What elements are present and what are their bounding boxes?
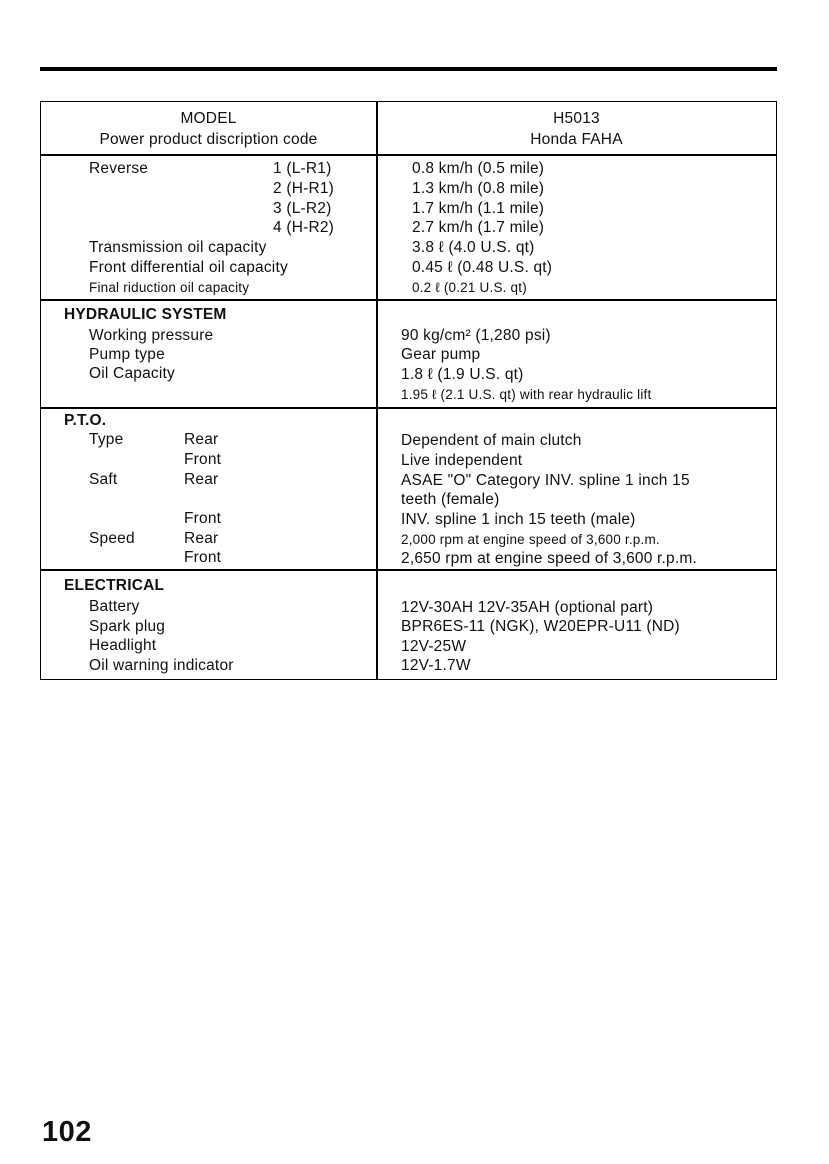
code-label: Power product discription code bbox=[99, 131, 318, 148]
electrical-label: Headlight bbox=[89, 637, 157, 654]
gear-label: 2 (H-R1) bbox=[273, 180, 335, 197]
specifications-table bbox=[40, 101, 777, 680]
model-value: H5013 bbox=[553, 110, 600, 127]
reverse-label: Reverse bbox=[89, 160, 149, 177]
pto-speed-rear-value: 2,000 rpm at engine speed of 3,600 r.p.m. bbox=[401, 532, 660, 547]
gear-label: 4 (H-R2) bbox=[273, 219, 335, 236]
pto-saft-label: Saft bbox=[89, 471, 118, 488]
pto-rear-label: Rear bbox=[184, 431, 219, 448]
pto-type-label: Type bbox=[89, 431, 124, 448]
capacity-label: Transmission oil capacity bbox=[89, 239, 267, 256]
pto-front-label: Front bbox=[184, 451, 222, 468]
electrical-value: 12V-1.7W bbox=[401, 657, 471, 674]
pto-rear-label: Rear bbox=[184, 471, 219, 488]
top-rule bbox=[40, 67, 777, 71]
gear-speed-value: 0.8 km/h (0.5 mile) bbox=[412, 160, 545, 177]
electrical-label: Spark plug bbox=[89, 618, 166, 635]
pto-speed-front-value: 2,650 rpm at engine speed of 3,600 r.p.m. bbox=[401, 550, 698, 567]
pto-speed-label: Speed bbox=[89, 530, 135, 547]
pto-rear-label: Rear bbox=[184, 530, 219, 547]
page-number: 102 bbox=[42, 1116, 92, 1148]
electrical-value: 12V-25W bbox=[401, 638, 467, 655]
pto-saft-front-value: INV. spline 1 inch 15 teeth (male) bbox=[401, 511, 636, 528]
electrical-value: BPR6ES-11 (NGK), W20EPR-U11 (ND) bbox=[401, 618, 680, 635]
pump-type-value: Gear pump bbox=[401, 346, 481, 363]
hydraulic-section-title: HYDRAULIC SYSTEM bbox=[64, 306, 227, 323]
working-pressure-label: Working pressure bbox=[89, 327, 214, 344]
pto-section-title: P.T.O. bbox=[64, 412, 107, 429]
oil-capacity-value: 1.8 ℓ (1.9 U.S. qt) bbox=[401, 366, 524, 383]
electrical-section-title: ELECTRICAL bbox=[64, 577, 165, 594]
row-divider bbox=[41, 407, 776, 409]
gear-speed-value: 1.3 km/h (0.8 mile) bbox=[412, 180, 545, 197]
electrical-label: Battery bbox=[89, 598, 140, 615]
model-label: MODEL bbox=[180, 110, 237, 127]
column-divider bbox=[376, 102, 378, 679]
code-value: Honda FAHA bbox=[530, 131, 623, 148]
working-pressure-value: 90 kg/cm² (1,280 psi) bbox=[401, 327, 551, 344]
pto-type-rear-value: Dependent of main clutch bbox=[401, 432, 582, 449]
gear-speed-value: 2.7 km/h (1.7 mile) bbox=[412, 219, 545, 236]
electrical-label: Oil warning indicator bbox=[89, 657, 234, 674]
electrical-value: 12V-30AH 12V-35AH (optional part) bbox=[401, 599, 654, 616]
capacity-value: 3.8 ℓ (4.0 U.S. qt) bbox=[412, 239, 535, 256]
gear-speed-value: 1.7 km/h (1.1 mile) bbox=[412, 200, 545, 217]
pto-front-label: Front bbox=[184, 549, 222, 566]
gear-label: 1 (L-R1) bbox=[273, 160, 332, 177]
capacity-label: Final riduction oil capacity bbox=[89, 280, 250, 295]
row-divider bbox=[41, 569, 776, 571]
oil-capacity-label: Oil Capacity bbox=[89, 365, 175, 382]
pump-type-label: Pump type bbox=[89, 346, 165, 363]
gear-label: 3 (L-R2) bbox=[273, 200, 332, 217]
oil-capacity-value-rear-lift: 1.95 ℓ (2.1 U.S. qt) with rear hydraulic lift bbox=[401, 387, 652, 402]
capacity-label: Front differential oil capacity bbox=[89, 259, 288, 276]
capacity-value: 0.45 ℓ (0.48 U.S. qt) bbox=[412, 259, 553, 276]
pto-front-label: Front bbox=[184, 510, 222, 527]
pto-type-front-value: Live independent bbox=[401, 452, 523, 469]
pto-saft-rear-value-cont: teeth (female) bbox=[401, 491, 500, 508]
capacity-value: 0.2 ℓ (0.21 U.S. qt) bbox=[412, 280, 527, 295]
pto-saft-rear-value: ASAE "O" Category INV. spline 1 inch 15 bbox=[401, 472, 690, 489]
row-divider bbox=[41, 299, 776, 301]
row-divider bbox=[41, 154, 776, 156]
